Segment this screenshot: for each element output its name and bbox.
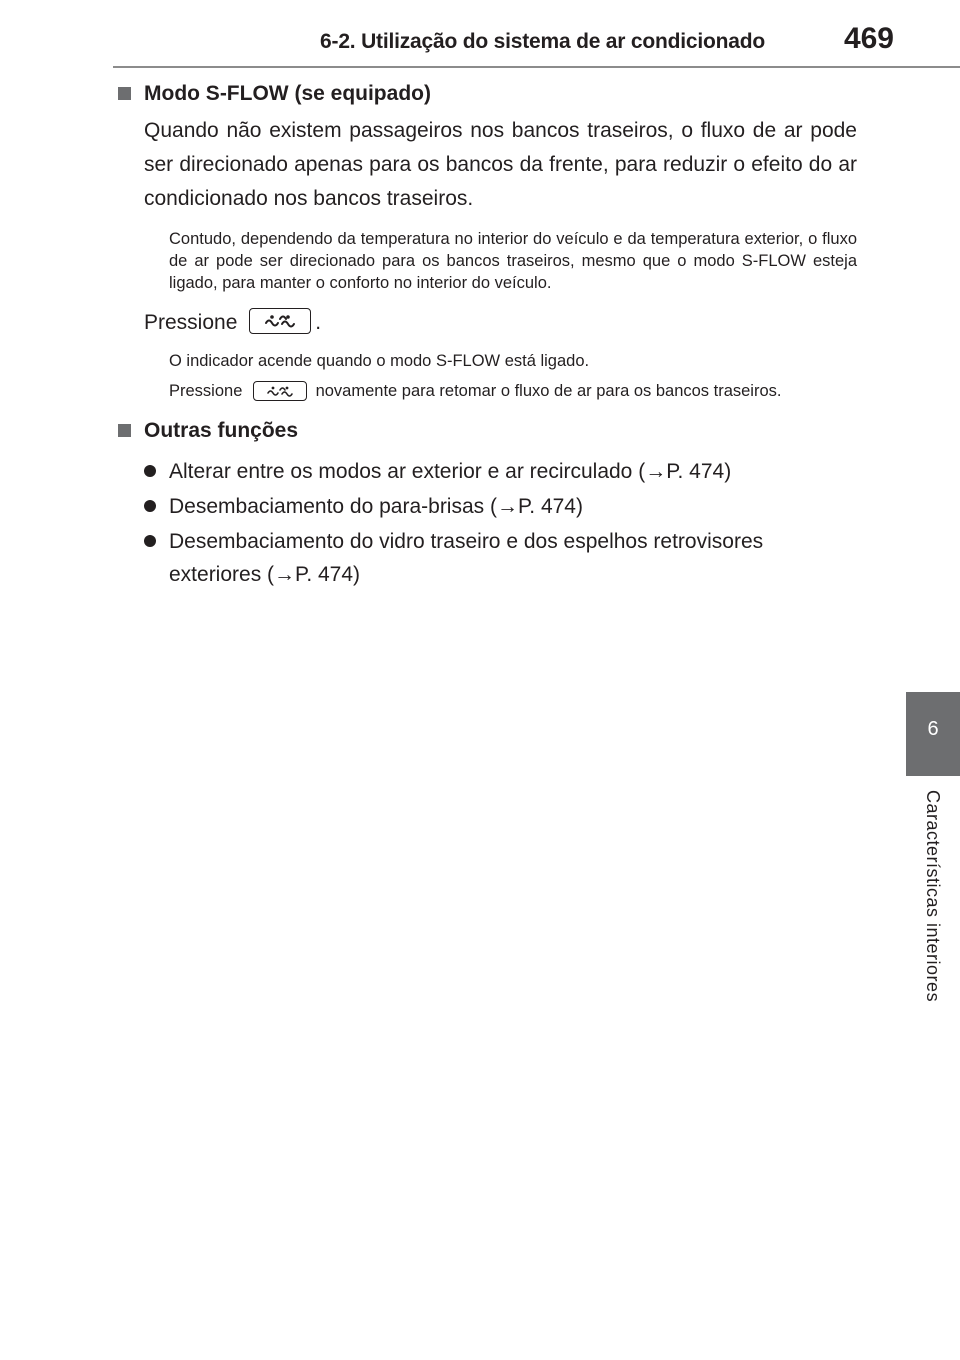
list-item	[117, 455, 857, 488]
s-flow-button-icon	[249, 308, 311, 334]
press-instruction	[117, 308, 857, 338]
indicator-note: O indicador acende quando o modo S-FLOW está ligado.	[169, 352, 590, 371]
press-again-line	[117, 380, 857, 403]
press-label: Pressione	[144, 311, 238, 334]
bullet-dot-icon	[144, 465, 156, 477]
page-content	[117, 80, 857, 591]
press-again-text: novamente para retomar o fluxo de ar para os bancos traseiros.	[315, 382, 782, 401]
other-heading-block	[117, 417, 857, 445]
list-item-text: Alterar entre os modos ar exterior e ar recirculado (→P. 474)	[169, 460, 732, 484]
sflow-heading: Modo S-FLOW (se equipado)	[144, 82, 431, 105]
bullet-dot-icon	[144, 535, 156, 547]
list-item	[117, 525, 857, 591]
other-heading: Outras funções	[144, 419, 299, 443]
page-header	[0, 0, 960, 60]
other-functions-list	[117, 455, 857, 591]
bullet-dot-icon	[144, 500, 156, 512]
header-divider	[113, 66, 960, 68]
press-suffix: .	[315, 311, 322, 334]
list-item	[117, 490, 857, 523]
s-flow-button-icon-small	[253, 381, 307, 401]
sflow-paragraph: Quando não existem passageiros nos bancos traseiros, o fluxo de ar pode ser direcionado apenas para os bancos da frente, para reduzir o efeito do ar condicionado nos bancos traseiros.	[144, 119, 857, 210]
section-square-icon	[118, 87, 131, 100]
chapter-tab: 6	[906, 692, 960, 776]
section-title: 6-2. Utilização do sistema de ar condicionado	[320, 30, 765, 53]
press-again-label: Pressione	[169, 382, 243, 401]
page-number: 469	[843, 22, 894, 55]
section-square-icon	[118, 424, 131, 437]
chapter-title: Características interiores	[923, 790, 943, 1003]
sflow-heading-block	[117, 80, 857, 108]
list-item-text: Desembaciamento do para-brisas (→P. 474)	[169, 495, 583, 519]
list-item-text: Desembaciamento do vidro traseiro e dos espelhos retrovisores exteriores (→P. 474)	[169, 530, 764, 587]
sflow-note: Contudo, dependendo da temperatura no interior do veículo e da temperatura exterior, o fluxo de ar pode ser direcionado para os bancos traseiros, mesmo que o modo S-FLOW esteja ligado, para manter o conforto no interior do veículo.	[169, 230, 857, 292]
